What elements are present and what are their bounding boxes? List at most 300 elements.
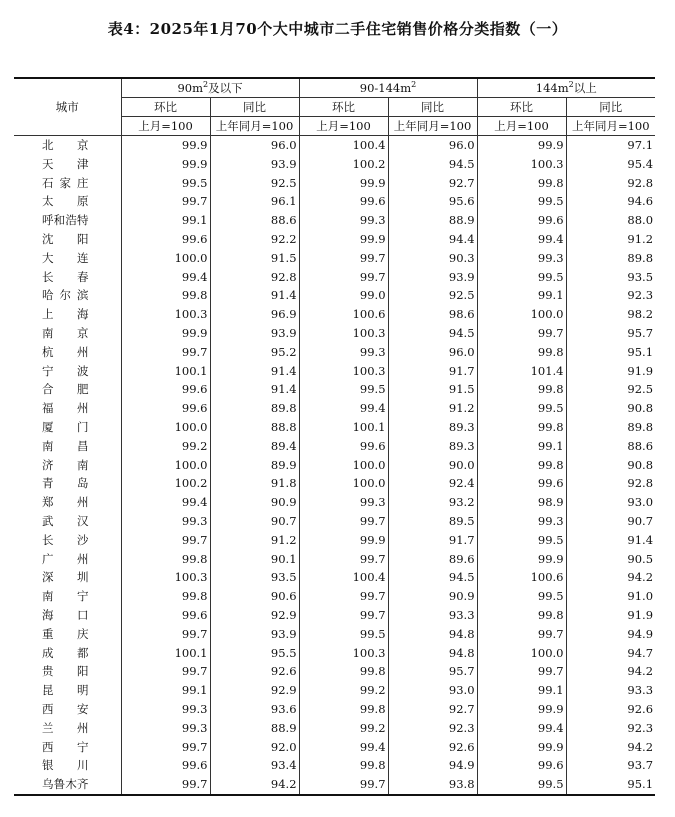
city-name: 沈阳 <box>42 231 89 246</box>
index-value: 93.5 <box>210 568 299 587</box>
index-value: 99.5 <box>477 399 566 418</box>
index-value: 90.9 <box>210 493 299 512</box>
index-value: 94.2 <box>566 568 655 587</box>
index-value: 100.6 <box>299 305 388 324</box>
index-value: 99.8 <box>477 456 566 475</box>
table-row <box>14 681 655 700</box>
index-value: 91.4 <box>566 531 655 550</box>
index-value: 92.8 <box>566 474 655 493</box>
city-name: 宁波 <box>42 363 89 378</box>
index-value: 100.3 <box>299 324 388 343</box>
index-value: 99.8 <box>121 550 210 569</box>
index-value: 100.3 <box>477 155 566 174</box>
index-value: 99.3 <box>121 700 210 719</box>
index-value: 99.4 <box>121 268 210 287</box>
index-value: 99.3 <box>299 493 388 512</box>
index-value: 92.9 <box>210 681 299 700</box>
table-row <box>14 587 655 606</box>
index-value: 94.8 <box>388 644 477 663</box>
index-value: 99.1 <box>121 681 210 700</box>
index-value: 99.9 <box>477 738 566 757</box>
city-name: 重庆 <box>42 626 89 641</box>
index-value: 91.4 <box>210 380 299 399</box>
index-value: 99.5 <box>299 380 388 399</box>
index-value: 100.0 <box>121 249 210 268</box>
index-value: 91.8 <box>210 474 299 493</box>
index-value: 99.0 <box>299 286 388 305</box>
index-value: 95.1 <box>566 343 655 362</box>
table-row <box>14 700 655 719</box>
index-value: 88.8 <box>210 418 299 437</box>
index-value: 99.3 <box>477 249 566 268</box>
index-value: 92.7 <box>388 700 477 719</box>
index-value: 90.0 <box>388 456 477 475</box>
index-value: 99.9 <box>477 550 566 569</box>
index-value: 99.6 <box>299 192 388 211</box>
index-value: 99.9 <box>121 155 210 174</box>
index-value: 99.1 <box>477 681 566 700</box>
index-value: 99.6 <box>121 606 210 625</box>
index-value: 94.2 <box>210 775 299 795</box>
index-value: 89.9 <box>210 456 299 475</box>
index-value: 99.7 <box>121 738 210 757</box>
index-value: 93.3 <box>388 606 477 625</box>
index-value: 99.7 <box>121 343 210 362</box>
index-value: 93.6 <box>210 700 299 719</box>
index-value: 92.5 <box>388 286 477 305</box>
index-value: 95.1 <box>566 775 655 795</box>
index-value: 88.6 <box>210 211 299 230</box>
index-value: 96.9 <box>210 305 299 324</box>
index-value: 99.1 <box>121 211 210 230</box>
index-value: 92.3 <box>566 719 655 738</box>
index-value: 91.5 <box>388 380 477 399</box>
index-value: 99.4 <box>477 230 566 249</box>
index-value: 99.2 <box>299 681 388 700</box>
table-row <box>14 192 655 211</box>
index-value: 93.8 <box>388 775 477 795</box>
index-value: 91.4 <box>210 362 299 381</box>
index-value: 99.7 <box>477 662 566 681</box>
index-value: 93.7 <box>566 756 655 775</box>
index-value: 93.0 <box>566 493 655 512</box>
index-value: 92.8 <box>566 174 655 193</box>
index-value: 98.9 <box>477 493 566 512</box>
mom-base-header: 上月=100 <box>299 117 388 136</box>
index-value: 90.3 <box>388 249 477 268</box>
index-value: 94.6 <box>566 192 655 211</box>
index-value: 89.3 <box>388 418 477 437</box>
index-value: 99.4 <box>299 738 388 757</box>
index-value: 92.6 <box>388 738 477 757</box>
index-value: 90.9 <box>388 587 477 606</box>
index-value: 91.2 <box>388 399 477 418</box>
index-value: 99.3 <box>121 512 210 531</box>
city-name: 天津 <box>42 156 89 171</box>
table-row <box>14 662 655 681</box>
index-value: 99.8 <box>121 286 210 305</box>
index-value: 96.0 <box>210 136 299 155</box>
index-value: 99.2 <box>121 437 210 456</box>
index-value: 99.8 <box>477 174 566 193</box>
index-value: 93.9 <box>210 324 299 343</box>
table-row <box>14 136 655 155</box>
index-value: 95.4 <box>566 155 655 174</box>
index-value: 100.4 <box>299 568 388 587</box>
index-value: 91.7 <box>388 362 477 381</box>
city-name: 长沙 <box>42 532 89 547</box>
index-value: 99.5 <box>477 268 566 287</box>
city-name: 兰州 <box>42 720 89 735</box>
city-name: 青岛 <box>42 476 89 491</box>
index-value: 93.0 <box>388 681 477 700</box>
index-value: 91.9 <box>566 606 655 625</box>
index-value: 93.2 <box>388 493 477 512</box>
index-value: 99.9 <box>477 700 566 719</box>
index-value: 100.6 <box>477 568 566 587</box>
index-value: 99.8 <box>477 380 566 399</box>
index-value: 95.2 <box>210 343 299 362</box>
city-name: 杭州 <box>42 344 89 359</box>
index-value: 92.3 <box>388 719 477 738</box>
table-row <box>14 738 655 757</box>
index-value: 92.9 <box>210 606 299 625</box>
index-value: 100.4 <box>299 136 388 155</box>
index-value: 100.1 <box>121 362 210 381</box>
index-value: 92.8 <box>210 268 299 287</box>
index-value: 92.5 <box>210 174 299 193</box>
index-value: 90.7 <box>210 512 299 531</box>
index-value: 95.5 <box>210 644 299 663</box>
index-value: 92.6 <box>210 662 299 681</box>
index-value: 99.5 <box>121 174 210 193</box>
index-value: 99.8 <box>121 587 210 606</box>
index-value: 99.7 <box>121 662 210 681</box>
index-value: 95.7 <box>388 662 477 681</box>
city-name: 北京 <box>42 138 89 152</box>
index-value: 98.2 <box>566 305 655 324</box>
index-value: 91.4 <box>210 286 299 305</box>
city-name: 昆明 <box>42 683 89 698</box>
index-value: 89.6 <box>388 550 477 569</box>
index-value: 93.9 <box>210 155 299 174</box>
index-value: 99.6 <box>477 756 566 775</box>
table-row <box>14 606 655 625</box>
index-value: 94.2 <box>566 662 655 681</box>
index-value: 99.6 <box>121 230 210 249</box>
index-value: 92.3 <box>566 286 655 305</box>
index-value: 99.7 <box>299 249 388 268</box>
city-name: 西宁 <box>42 739 89 754</box>
index-value: 91.5 <box>210 249 299 268</box>
index-value: 99.6 <box>121 399 210 418</box>
city-column-header: 城市 <box>14 78 121 136</box>
index-value: 91.9 <box>566 362 655 381</box>
city-name: 济南 <box>42 457 89 472</box>
index-value: 95.7 <box>566 324 655 343</box>
city-name: 南宁 <box>42 589 89 604</box>
yoy-header: 同比 <box>388 98 477 117</box>
table-row <box>14 719 655 738</box>
city-name: 海口 <box>42 607 89 622</box>
index-value: 100.2 <box>299 155 388 174</box>
table-row <box>14 644 655 663</box>
index-value: 100.2 <box>121 474 210 493</box>
index-value: 90.1 <box>210 550 299 569</box>
index-value: 91.2 <box>210 531 299 550</box>
city-name: 西安 <box>42 701 89 716</box>
index-value: 99.7 <box>299 512 388 531</box>
index-value: 99.8 <box>299 662 388 681</box>
table-row <box>14 155 655 174</box>
group-header-large: $144m^2$以上 <box>477 78 655 98</box>
index-value: 99.1 <box>477 286 566 305</box>
city-name: 呼和浩特 <box>42 213 89 228</box>
index-value: 99.9 <box>299 230 388 249</box>
table-header <box>14 78 655 136</box>
index-value: 99.6 <box>121 756 210 775</box>
table-row <box>14 249 655 268</box>
index-value: 88.9 <box>210 719 299 738</box>
index-value: 93.3 <box>566 681 655 700</box>
index-value: 100.0 <box>121 418 210 437</box>
city-name: 厦门 <box>42 419 89 434</box>
index-value: 94.7 <box>566 644 655 663</box>
index-value: 89.8 <box>210 399 299 418</box>
index-value: 100.0 <box>477 305 566 324</box>
city-name: 武汉 <box>42 513 89 528</box>
index-value: 94.5 <box>388 155 477 174</box>
group-header-medium: $90-144m^2$ <box>299 78 477 98</box>
city-name: 福州 <box>42 401 89 416</box>
index-value: 92.7 <box>388 174 477 193</box>
index-value: 99.7 <box>477 625 566 644</box>
table-row <box>14 456 655 475</box>
table-row <box>14 474 655 493</box>
index-value: 99.4 <box>121 493 210 512</box>
index-value: 99.8 <box>477 606 566 625</box>
table-row <box>14 531 655 550</box>
table-row <box>14 230 655 249</box>
index-value: 89.4 <box>210 437 299 456</box>
table-row <box>14 343 655 362</box>
index-value: 99.3 <box>121 719 210 738</box>
index-value: 100.1 <box>299 418 388 437</box>
index-value: 99.6 <box>299 437 388 456</box>
index-value: 99.7 <box>299 606 388 625</box>
index-value: 100.0 <box>121 456 210 475</box>
index-value: 89.8 <box>566 418 655 437</box>
index-value: 101.4 <box>477 362 566 381</box>
city-name: 南昌 <box>42 438 89 453</box>
table-row <box>14 756 655 775</box>
index-value: 88.6 <box>566 437 655 456</box>
index-value: 93.9 <box>388 268 477 287</box>
index-value: 99.5 <box>477 192 566 211</box>
table-row <box>14 493 655 512</box>
index-value: 99.9 <box>299 531 388 550</box>
index-value: 88.0 <box>566 211 655 230</box>
index-value: 99.6 <box>477 211 566 230</box>
index-value: 99.5 <box>477 531 566 550</box>
mom-header: 环比 <box>477 98 566 117</box>
index-value: 90.8 <box>566 399 655 418</box>
table-row <box>14 512 655 531</box>
index-value: 99.7 <box>121 775 210 795</box>
index-value: 99.2 <box>299 719 388 738</box>
yoy-header: 同比 <box>210 98 299 117</box>
city-name: 上海 <box>42 307 89 322</box>
table-row <box>14 362 655 381</box>
index-value: 96.0 <box>388 136 477 155</box>
city-name: 长春 <box>42 269 89 284</box>
index-value: 99.8 <box>477 418 566 437</box>
price-index-table <box>14 77 655 796</box>
index-value: 99.5 <box>477 587 566 606</box>
city-name: 成都 <box>42 645 89 660</box>
index-value: 99.7 <box>299 550 388 569</box>
index-value: 100.0 <box>299 474 388 493</box>
index-value: 93.9 <box>210 625 299 644</box>
index-value: 89.3 <box>388 437 477 456</box>
index-value: 94.9 <box>388 756 477 775</box>
index-value: 99.8 <box>299 700 388 719</box>
city-name: 贵阳 <box>42 664 89 679</box>
index-value: 99.8 <box>299 756 388 775</box>
index-value: 99.5 <box>299 625 388 644</box>
index-value: 99.9 <box>299 174 388 193</box>
table-row <box>14 399 655 418</box>
index-value: 97.1 <box>566 136 655 155</box>
index-value: 99.7 <box>299 775 388 795</box>
city-name: 南京 <box>42 325 89 340</box>
index-value: 100.3 <box>121 568 210 587</box>
index-value: 91.7 <box>388 531 477 550</box>
index-value: 99.9 <box>477 136 566 155</box>
index-value: 94.9 <box>566 625 655 644</box>
index-value: 99.9 <box>121 136 210 155</box>
index-value: 94.5 <box>388 568 477 587</box>
index-value: 100.3 <box>121 305 210 324</box>
city-name: 深圳 <box>42 570 89 585</box>
index-value: 100.0 <box>477 644 566 663</box>
index-value: 99.1 <box>477 437 566 456</box>
index-value: 90.6 <box>210 587 299 606</box>
table-row <box>14 625 655 644</box>
city-name: 大连 <box>42 250 89 265</box>
table-row <box>14 550 655 569</box>
index-value: 88.9 <box>388 211 477 230</box>
index-value: 90.7 <box>566 512 655 531</box>
index-value: 99.8 <box>477 343 566 362</box>
index-value: 94.5 <box>388 324 477 343</box>
index-value: 94.8 <box>388 625 477 644</box>
city-name: 太原 <box>42 194 89 209</box>
index-value: 98.6 <box>388 305 477 324</box>
index-value: 95.6 <box>388 192 477 211</box>
index-value: 92.6 <box>566 700 655 719</box>
table-row <box>14 286 655 305</box>
index-value: 94.4 <box>388 230 477 249</box>
index-value: 99.7 <box>299 268 388 287</box>
table-row <box>14 568 655 587</box>
index-value: 96.0 <box>388 343 477 362</box>
index-value: 100.0 <box>299 456 388 475</box>
index-value: 92.4 <box>388 474 477 493</box>
table-row <box>14 775 655 795</box>
index-value: 100.3 <box>299 362 388 381</box>
yoy-base-header: 上年同月=100 <box>566 117 655 136</box>
index-value: 90.8 <box>566 456 655 475</box>
index-value: 99.6 <box>477 474 566 493</box>
yoy-base-header: 上年同月=100 <box>210 117 299 136</box>
table-row <box>14 380 655 399</box>
index-value: 89.8 <box>566 249 655 268</box>
table-title: 表4：2025年1月70个大中城市二手住宅销售价格分类指数（一） <box>107 20 568 38</box>
city-name: 广州 <box>42 551 89 566</box>
index-value: 99.6 <box>121 380 210 399</box>
table-row <box>14 211 655 230</box>
index-value: 99.7 <box>299 587 388 606</box>
table-row <box>14 437 655 456</box>
index-value: 92.0 <box>210 738 299 757</box>
index-value: 99.7 <box>477 324 566 343</box>
index-value: 99.5 <box>477 775 566 795</box>
city-name: 合肥 <box>42 382 89 397</box>
index-value: 99.7 <box>121 531 210 550</box>
index-value: 100.1 <box>121 644 210 663</box>
index-value: 99.3 <box>299 211 388 230</box>
city-name: 银川 <box>42 758 89 773</box>
index-value: 100.3 <box>299 644 388 663</box>
index-value: 99.4 <box>477 719 566 738</box>
index-value: 96.1 <box>210 192 299 211</box>
mom-header: 环比 <box>121 98 210 117</box>
index-value: 99.4 <box>299 399 388 418</box>
index-value: 92.2 <box>210 230 299 249</box>
index-value: 90.5 <box>566 550 655 569</box>
index-value: 99.3 <box>477 512 566 531</box>
index-value: 93.5 <box>566 268 655 287</box>
index-value: 94.2 <box>566 738 655 757</box>
index-value: 99.7 <box>121 192 210 211</box>
table-row <box>14 418 655 437</box>
index-value: 99.3 <box>299 343 388 362</box>
city-name: 石家庄 <box>42 175 89 190</box>
table-body <box>14 136 655 795</box>
mom-base-header: 上月=100 <box>477 117 566 136</box>
city-name: 哈尔滨 <box>42 288 89 303</box>
index-value: 89.5 <box>388 512 477 531</box>
table-row <box>14 324 655 343</box>
city-name: 乌鲁木齐 <box>14 775 121 795</box>
yoy-base-header: 上年同月=100 <box>388 117 477 136</box>
index-value: 92.5 <box>566 380 655 399</box>
mom-base-header: 上月=100 <box>121 117 210 136</box>
city-name: 郑州 <box>42 495 89 510</box>
table-row <box>14 174 655 193</box>
index-value: 93.4 <box>210 756 299 775</box>
yoy-header: 同比 <box>566 98 655 117</box>
index-value: 99.7 <box>121 625 210 644</box>
table-row <box>14 268 655 287</box>
mom-header: 环比 <box>299 98 388 117</box>
table-row <box>14 305 655 324</box>
group-header-small: $90m^2$及以下 <box>121 78 299 98</box>
index-value: 91.2 <box>566 230 655 249</box>
index-value: 91.0 <box>566 587 655 606</box>
index-value: 99.9 <box>121 324 210 343</box>
